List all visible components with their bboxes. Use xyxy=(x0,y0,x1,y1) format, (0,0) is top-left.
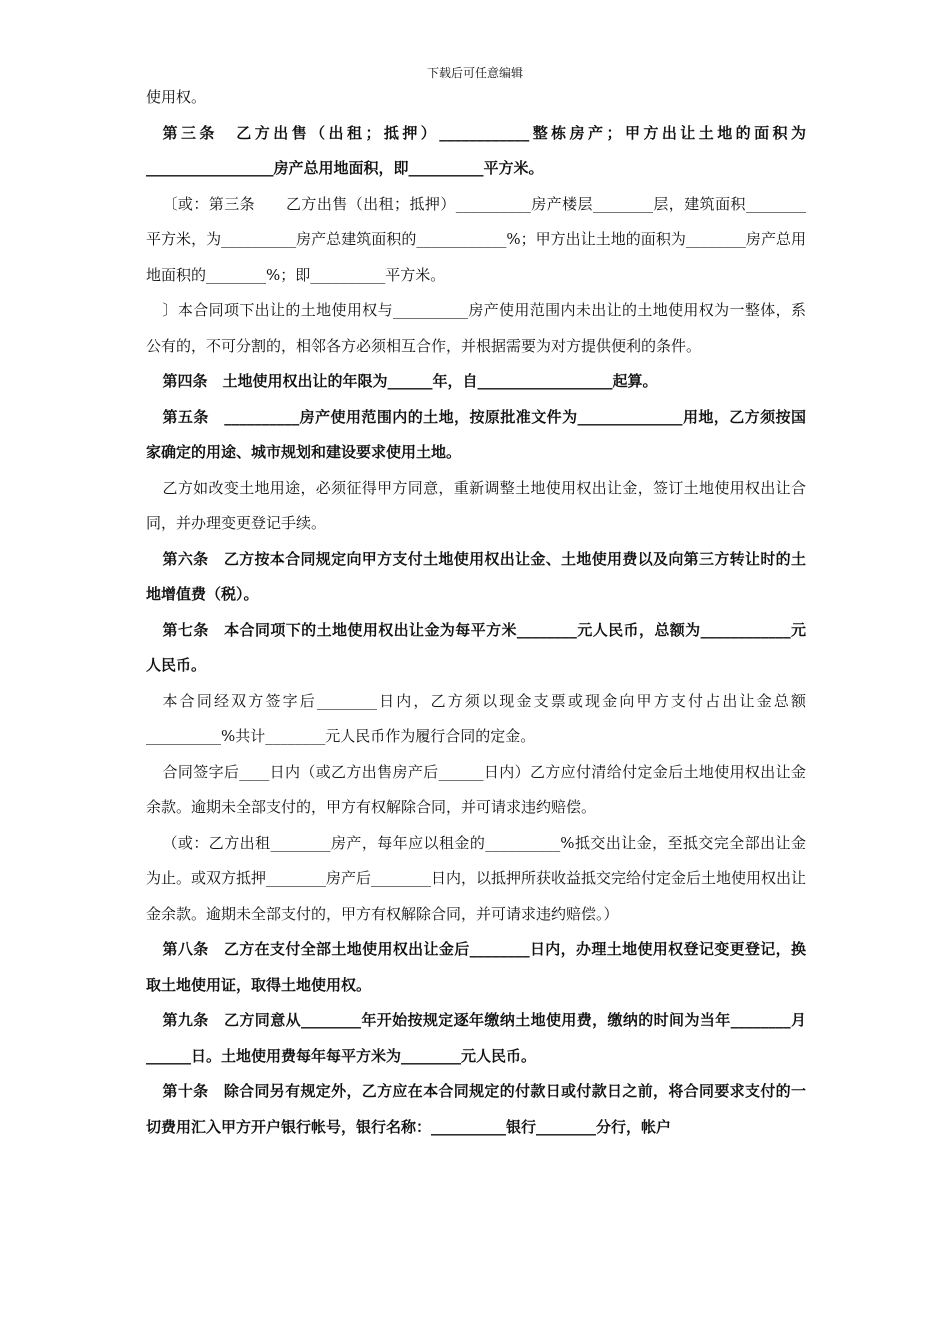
document-body xyxy=(146,80,806,1145)
paragraph-balance: 合同签字后____日内（或乙方出售房产后______日内）乙方应付清给付定金后土地使用权出让金余款。逾期未全部支付的，甲方有权解除合同，并可请求违约赔偿。 xyxy=(146,762,806,816)
paragraph-lease-alternative: （或：乙方出租________房产，每年应以租金的__________%抵交出让金，至抵交完全部出让金为止。或双方抵押________房产后________日内，以抵押所获收益抵交完给付定金后土地使用权出让金余款。逾期未全部支付的，甲方有权解除合同，并可请求违约赔偿。） xyxy=(146,833,807,923)
clause-9: 第九条 乙方同意从________年开始按规定逐年缴纳土地使用费，缴纳的时间为当年________月______日。土地使用费每年每平方米为________元人民币。 xyxy=(146,1011,806,1065)
clause-3-alternative: 〔或：第三条 乙方出售（出租；抵押）__________房产楼层________层，建筑面积________平方米，为__________房产总建筑面积的____________%；甲方出让土地的面积为________房产总用地面积的________%；即__________平方米。 xyxy=(146,194,806,284)
paragraph-land-use-change: 乙方如改变土地用途，必须征得甲方同意，重新调整土地使用权出让金，签订土地使用权出让合同，并办理变更登记手续。 xyxy=(146,478,806,532)
paragraph-deposit: 本合同经双方签字后________日内，乙方须以现金支票或现金向甲方支付占出让金总额__________%共计________元人民币作为履行合同的定金。 xyxy=(146,691,806,745)
clause-5: 第五条 __________房产使用范围内的土地，按原批准文件为______________用地，乙方须按国家确定的用途、城市规划和建设要求使用土地。 xyxy=(146,407,806,461)
clause-3: 第三条 乙方出售（出租；抵押）____________整栋房产；甲方出让土地的面积为_________________房产总用地面积，即__________平方米。 xyxy=(146,123,806,177)
clause-6: 第六条 乙方按本合同规定向甲方支付土地使用权出让金、土地使用费以及向第三方转让时的土地增值费（税）。 xyxy=(146,549,806,603)
clause-7: 第七条 本合同项下的土地使用权出让金为每平方米________元人民币，总额为____________元人民币。 xyxy=(146,620,806,674)
paragraph-1: 使用权。 xyxy=(146,88,207,106)
paragraph-land-use-whole: 〕本合同项下出让的土地使用权与__________房产使用范围内未出让的土地使用权为一整体，系公有的，不可分割的，相邻各方必须相互合作，并根据需要为对方提供便利的条件。 xyxy=(146,301,806,355)
clause-4: 第四条 土地使用权出让的年限为______年，自__________________起算。 xyxy=(162,372,658,390)
clause-10: 第十条 除合同另有规定外，乙方应在本合同规定的付款日或付款日之前，将合同要求支付的一切费用汇入甲方开户银行帐号，银行名称：__________银行________分行，帐户 xyxy=(146,1082,806,1136)
clause-8: 第八条 乙方在支付全部土地使用权出让金后________日内，办理土地使用权登记变更登记，换取土地使用证，取得土地使用权。 xyxy=(146,940,806,994)
page-header: 下载后可任意编辑 xyxy=(426,66,523,80)
